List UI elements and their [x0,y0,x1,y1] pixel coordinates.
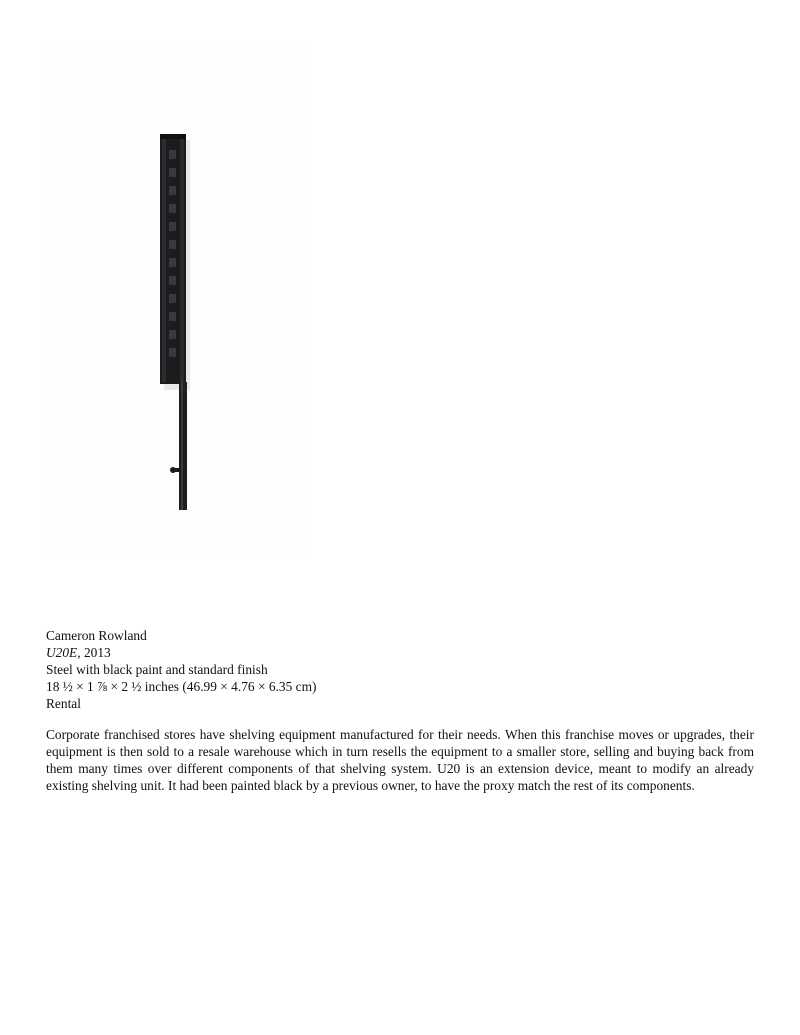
bracket-top-cap [160,134,186,139]
artwork-caption [46,627,756,712]
artist-name: Cameron Rowland [46,628,147,643]
artwork-photo [46,40,311,560]
bracket-edge-right [180,138,184,382]
artwork-dimensions: 18 ½ × 1 ⅞ × 2 ½ inches (46.99 × 4.76 × 6.35 cm) [46,679,317,694]
artwork-year: , 2013 [77,645,111,660]
artwork-description: Corporate franchised stores have shelving equipment manufactured for their needs. When this franchise moves or upgrades, their equipment is then sold to a resale warehouse which in turn resells the equipment to a smaller store, selling and buying back from them many times over different components of that shelving system. U20 is an extension device, meant to modify an already existing shelving unit. It had been painted black by a previous owner, to have the proxy match the rest of its components. [46,727,754,793]
artwork-medium: Steel with black paint and standard finish [46,662,268,677]
artwork-title-line [46,644,756,661]
artwork-status: Rental [46,696,81,711]
artwork-image [46,40,311,560]
side-peg-head [170,467,176,473]
extension-rod-highlight [181,382,183,510]
bracket-edge-left [162,138,166,382]
artwork-title: U20E [46,645,78,660]
